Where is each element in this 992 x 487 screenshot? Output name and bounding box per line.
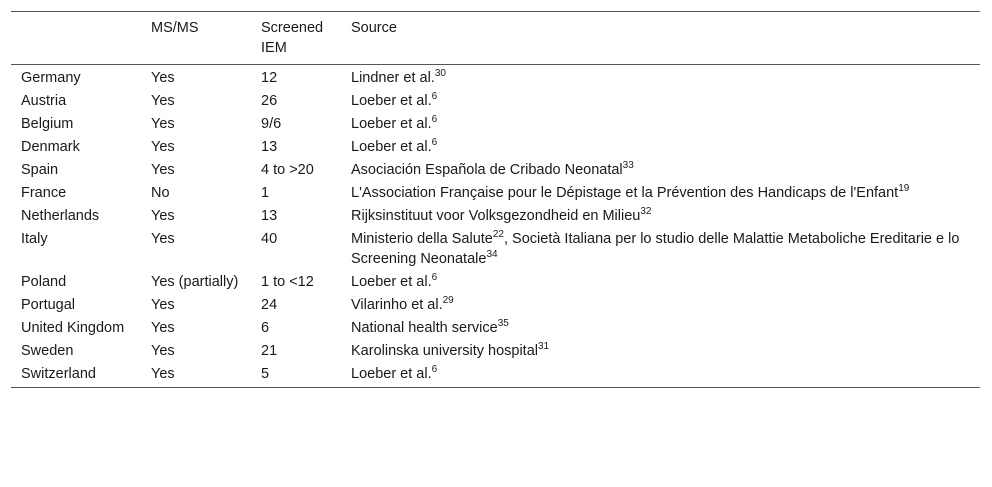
cell-source	[351, 65, 980, 90]
reference-number: 33	[622, 160, 634, 171]
cell-screened-iem: 1	[261, 185, 270, 201]
cell-msms: Yes	[151, 116, 175, 132]
source-text: Ministerio della Salute	[351, 231, 493, 247]
table-row	[11, 227, 980, 270]
source-text: Loeber et al.	[351, 366, 432, 382]
source-text: Asociación Española de Cribado Neonatal	[351, 162, 623, 178]
cell-source	[351, 270, 980, 293]
reference-number: 30	[434, 68, 446, 79]
cell-country: Poland	[21, 274, 67, 290]
table-row	[11, 158, 980, 181]
reference-number: 6	[431, 137, 438, 148]
screening-table	[11, 11, 980, 388]
source-text: Karolinska university hospital	[351, 343, 538, 359]
cell-msms: Yes	[151, 231, 175, 247]
cell-screened-iem: 26	[261, 93, 278, 109]
source-text: , Società Italiana per lo studio delle Malattie Metaboliche Ereditarie e lo Screening Neonatale	[351, 231, 960, 267]
cell-screened-iem: 9/6	[261, 116, 282, 132]
cell-country: Italy	[21, 231, 48, 247]
reference-number: 6	[431, 114, 438, 125]
cell-msms: Yes (partially)	[151, 274, 239, 290]
source-text: Loeber et al.	[351, 116, 432, 132]
table-row	[11, 270, 980, 293]
table-row	[11, 89, 980, 112]
table-row	[11, 181, 980, 204]
table-row	[11, 204, 980, 227]
cell-country: Germany	[21, 70, 81, 86]
cell-screened-iem: 21	[261, 343, 278, 359]
source-text: Lindner et al.	[351, 70, 435, 86]
cell-msms: Yes	[151, 93, 175, 109]
cell-source	[351, 339, 980, 362]
cell-source	[351, 362, 980, 388]
cell-source	[351, 204, 980, 227]
reference-number: 6	[431, 91, 438, 102]
table-row	[11, 65, 980, 90]
table-row	[11, 316, 980, 339]
cell-source	[351, 112, 980, 135]
reference-number: 6	[431, 364, 438, 375]
reference-number: 22	[492, 229, 504, 240]
reference-number: 19	[898, 183, 910, 194]
cell-screened-iem: 24	[261, 297, 278, 313]
cell-country: France	[21, 185, 67, 201]
source-text: Loeber et al.	[351, 139, 432, 155]
cell-country: Switzerland	[21, 366, 96, 382]
table-row	[11, 362, 980, 388]
cell-screened-iem: 5	[261, 366, 270, 382]
cell-msms: Yes	[151, 366, 175, 382]
cell-screened-iem: 4 to >20	[261, 162, 314, 178]
reference-number: 34	[486, 249, 498, 260]
cell-msms: Yes	[151, 343, 175, 359]
header-msms: MS/MS	[151, 20, 199, 36]
source-text: Loeber et al.	[351, 93, 432, 109]
cell-screened-iem: 12	[261, 70, 278, 86]
table-row	[11, 293, 980, 316]
header-screened-iem: Screened IEM	[261, 20, 324, 56]
cell-msms: Yes	[151, 139, 175, 155]
source-text: Loeber et al.	[351, 274, 432, 290]
cell-source	[351, 316, 980, 339]
cell-source	[351, 89, 980, 112]
source-text: National health service	[351, 320, 498, 336]
cell-country: Belgium	[21, 116, 74, 132]
cell-screened-iem: 13	[261, 139, 278, 155]
reference-number: 29	[442, 295, 454, 306]
header-country	[11, 12, 151, 65]
cell-msms: Yes	[151, 70, 175, 86]
cell-source	[351, 293, 980, 316]
cell-country: Denmark	[21, 139, 80, 155]
table-row	[11, 112, 980, 135]
cell-country: Netherlands	[21, 208, 100, 224]
cell-msms: Yes	[151, 208, 175, 224]
cell-msms: Yes	[151, 320, 175, 336]
cell-source	[351, 135, 980, 158]
table-body	[11, 65, 980, 388]
cell-source	[351, 158, 980, 181]
cell-msms: Yes	[151, 297, 175, 313]
header-source: Source	[351, 20, 397, 36]
cell-screened-iem: 13	[261, 208, 278, 224]
cell-msms: Yes	[151, 162, 175, 178]
cell-screened-iem: 6	[261, 320, 270, 336]
cell-country: United Kingdom	[21, 320, 125, 336]
reference-number: 32	[640, 206, 652, 217]
source-text: Vilarinho et al.	[351, 297, 443, 313]
cell-screened-iem: 1 to <12	[261, 274, 314, 290]
reference-number: 31	[537, 341, 550, 352]
cell-country: Portugal	[21, 297, 76, 313]
source-text: L'Association Française pour le Dépistage et la Prévention des Handicaps de l'Enfant	[351, 185, 899, 201]
cell-screened-iem: 40	[261, 231, 278, 247]
cell-country: Spain	[21, 162, 59, 178]
table-row	[11, 339, 980, 362]
source-text: Rijksinstituut voor Volksgezondheid en Milieu	[351, 208, 641, 224]
table-row	[11, 135, 980, 158]
reference-number: 6	[431, 272, 438, 283]
reference-number: 35	[497, 318, 509, 329]
cell-msms: No	[151, 185, 170, 201]
cell-source	[351, 227, 980, 270]
cell-source	[351, 181, 980, 204]
cell-country: Sweden	[21, 343, 74, 359]
table-header-row	[11, 12, 980, 65]
cell-country: Austria	[21, 93, 67, 109]
